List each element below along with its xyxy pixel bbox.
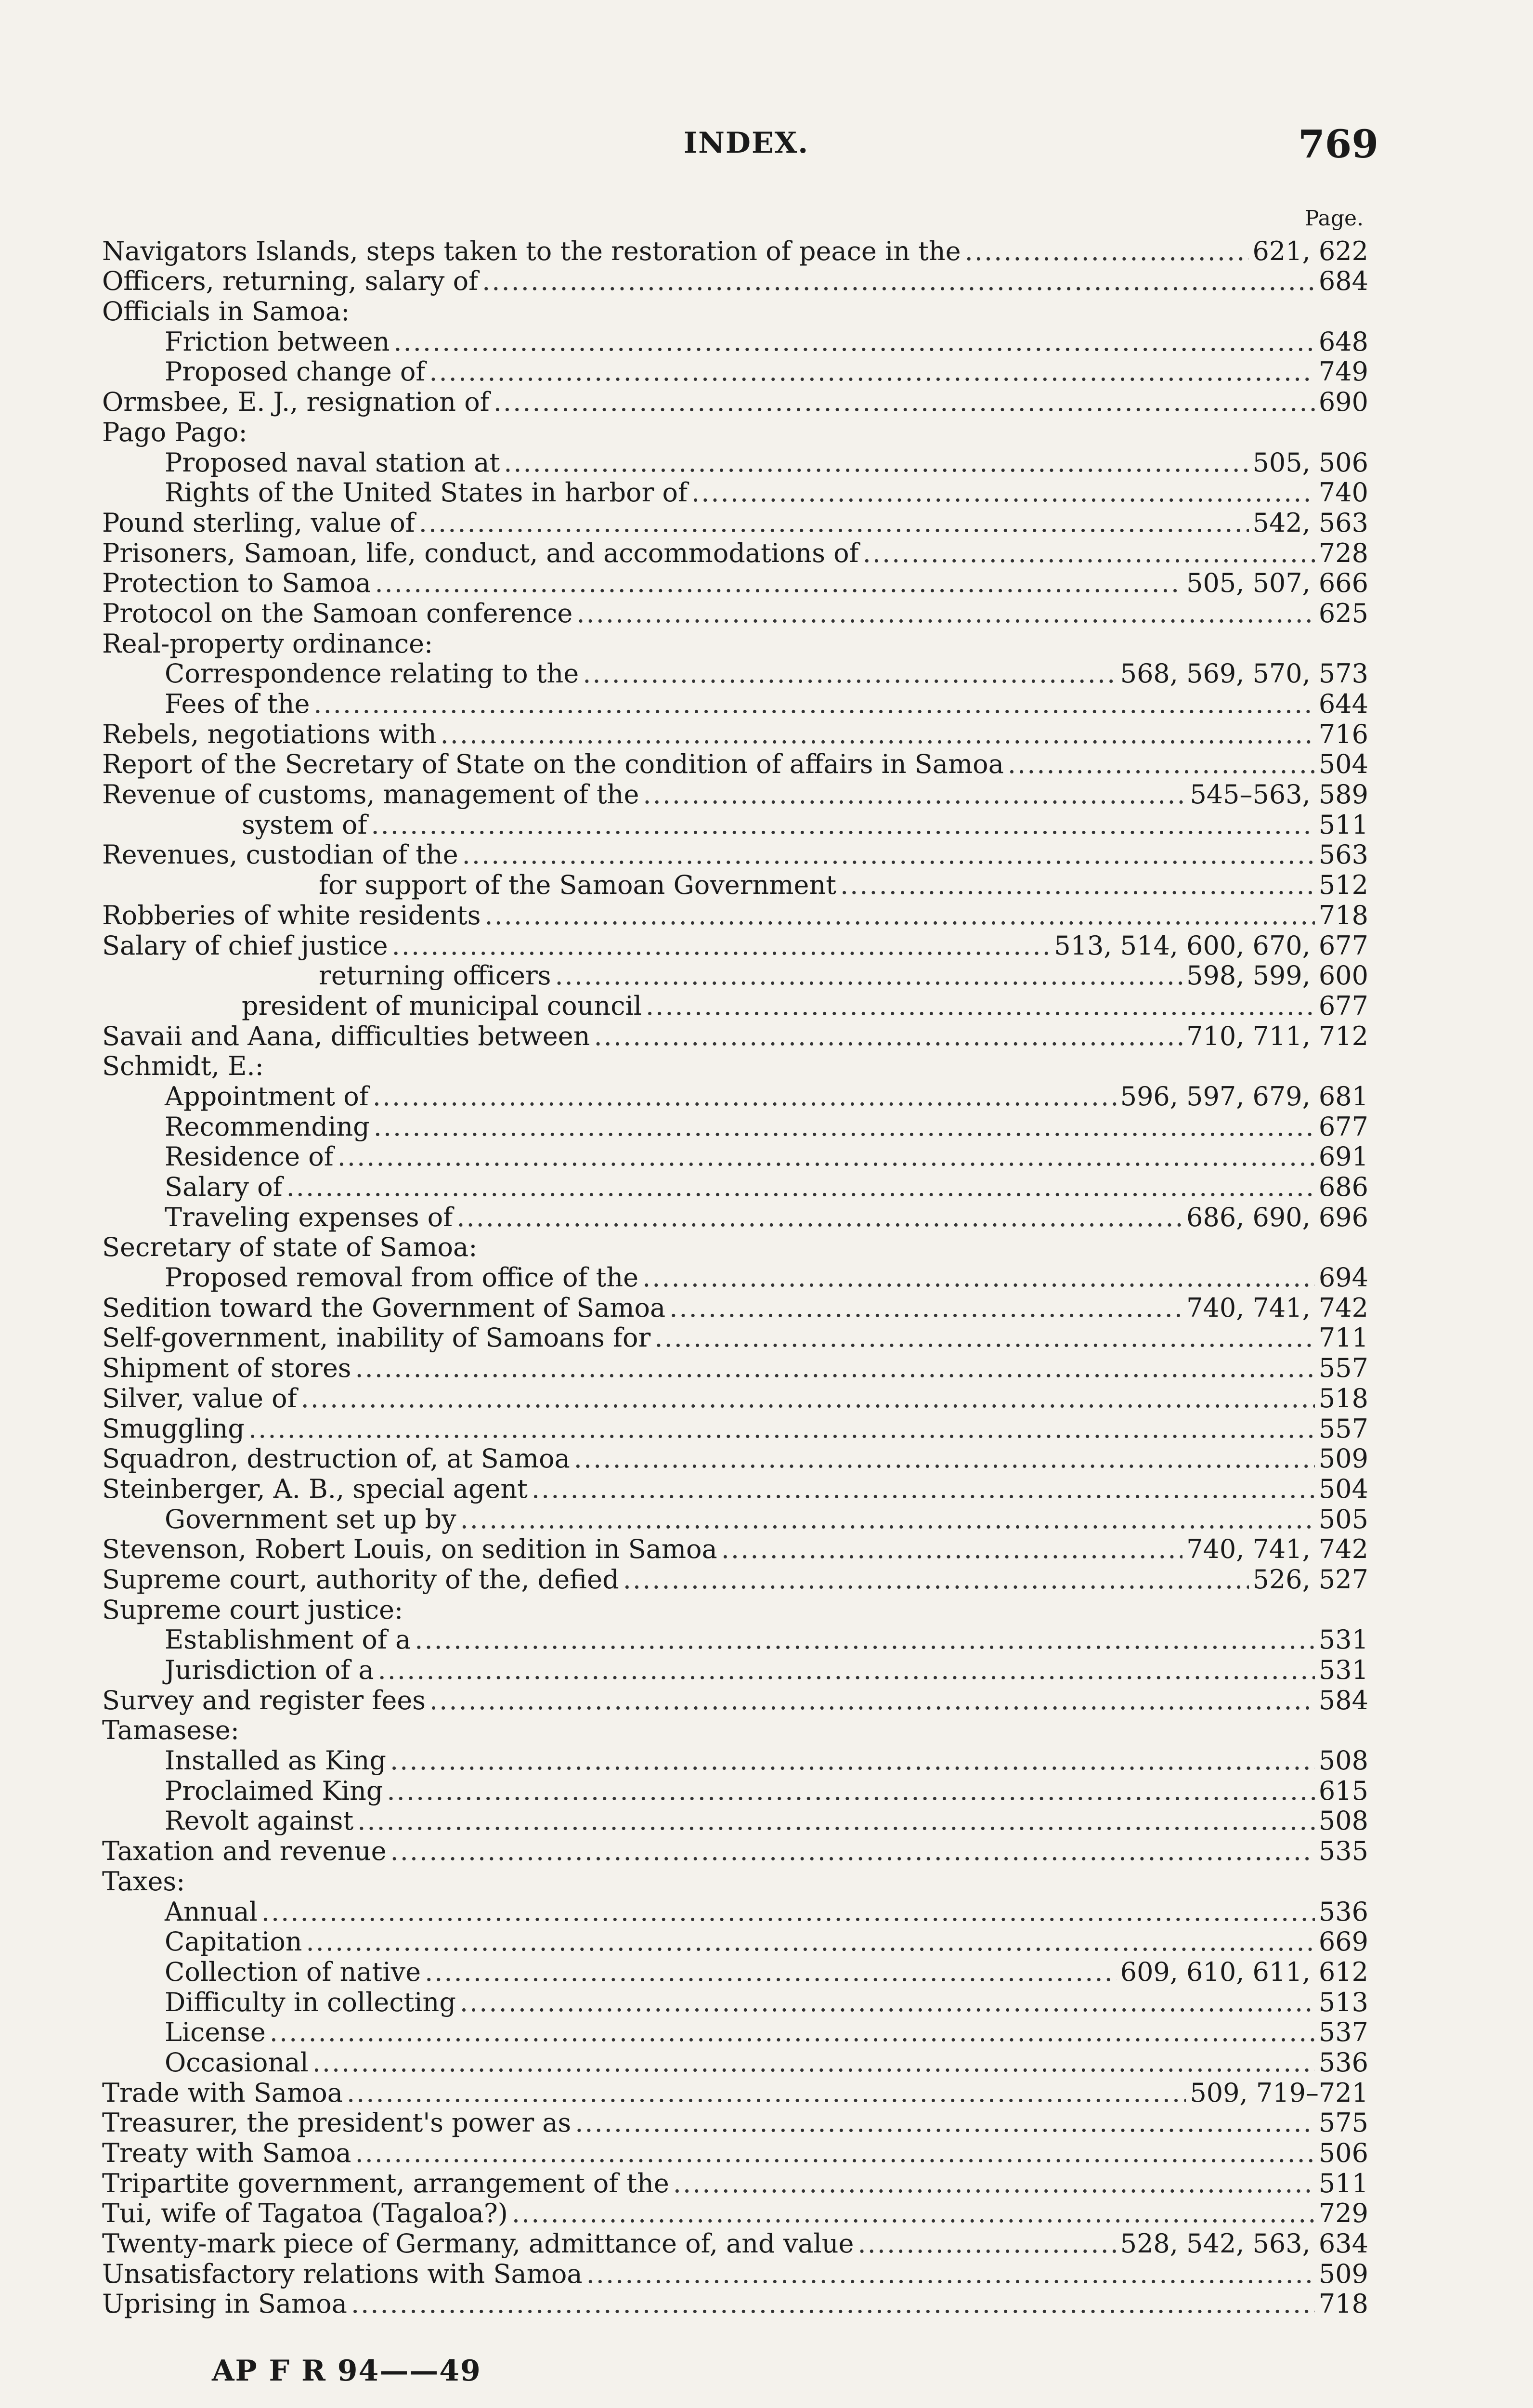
index-term: Prisoners, Samoan, life, conduct, and accommodations of bbox=[102, 537, 859, 568]
page-reference: 740, 741, 742 bbox=[1186, 1292, 1368, 1323]
index-entry bbox=[102, 779, 1368, 810]
index-entry bbox=[102, 1383, 1368, 1413]
page-reference: 512 bbox=[1318, 870, 1368, 901]
dot-leader bbox=[378, 1655, 1315, 1685]
page-reference: 609, 610, 611, 612 bbox=[1120, 1956, 1368, 1987]
dot-leader bbox=[721, 1534, 1182, 1564]
dot-leader bbox=[313, 689, 1315, 719]
page-reference: 531 bbox=[1318, 1624, 1368, 1655]
dot-leader bbox=[419, 508, 1249, 538]
index-entry bbox=[102, 538, 1368, 568]
index-term: president of municipal council bbox=[242, 990, 642, 1021]
page-reference: 728 bbox=[1318, 537, 1368, 568]
index-term: Appointment of bbox=[165, 1081, 369, 1112]
dot-leader bbox=[456, 1203, 1182, 1232]
dot-leader bbox=[586, 2259, 1315, 2289]
index-entry bbox=[102, 2289, 1368, 2319]
dot-leader bbox=[512, 2199, 1315, 2228]
dot-leader bbox=[429, 1686, 1315, 1715]
index-entry bbox=[102, 1564, 1368, 1595]
index-entry bbox=[102, 2168, 1368, 2199]
index-term: Steinberger, A. B., special agent bbox=[102, 1473, 528, 1504]
index-term: Pago Pago: bbox=[102, 417, 247, 447]
page-reference: 505, 506 bbox=[1252, 447, 1368, 478]
page-reference: 526, 527 bbox=[1252, 1564, 1368, 1595]
dot-leader bbox=[857, 2229, 1116, 2259]
index-term: Salary of chief justice bbox=[102, 930, 388, 961]
dot-leader bbox=[393, 327, 1315, 357]
dot-leader bbox=[654, 1323, 1315, 1353]
index-entry bbox=[102, 357, 1368, 387]
dot-leader bbox=[484, 901, 1315, 930]
index-term: Unsatisfactory relations with Samoa bbox=[102, 2258, 583, 2289]
page-reference: 545–563, 589 bbox=[1190, 779, 1368, 810]
page-title: INDEX. bbox=[684, 126, 809, 160]
index-term: Taxes: bbox=[102, 1866, 185, 1897]
index-term: Silver, value of bbox=[102, 1383, 297, 1413]
index-entry bbox=[102, 2259, 1368, 2289]
dot-leader bbox=[574, 1444, 1315, 1474]
index-term: Difficulty in collecting bbox=[165, 1987, 456, 2017]
dot-leader bbox=[691, 478, 1315, 508]
dot-leader bbox=[357, 1806, 1315, 1836]
page-reference: 513, 514, 600, 670, 677 bbox=[1054, 930, 1368, 961]
page-reference: 690 bbox=[1318, 387, 1368, 418]
dot-leader bbox=[390, 1836, 1315, 1866]
page-reference: 508 bbox=[1318, 1806, 1368, 1836]
index-term: Proposed change of bbox=[165, 356, 426, 387]
page-reference: 644 bbox=[1318, 689, 1368, 719]
dot-leader bbox=[347, 2078, 1186, 2108]
index-entry bbox=[102, 1504, 1368, 1534]
index-entry bbox=[102, 900, 1368, 930]
index-term: Revolt against bbox=[165, 1806, 354, 1836]
index-entry bbox=[102, 1927, 1368, 1957]
page-reference: 598, 599, 600 bbox=[1186, 960, 1368, 991]
index-term: Ormsbee, E. J., resignation of bbox=[102, 387, 490, 418]
page-reference: 648 bbox=[1318, 326, 1368, 357]
page-reference: 542, 563 bbox=[1252, 507, 1368, 538]
index-term: Squadron, destruction of, at Samoa bbox=[102, 1443, 570, 1474]
index-entry bbox=[102, 1897, 1368, 1927]
index-term: Rebels, negotiations with bbox=[102, 719, 437, 749]
index-term: Recommending bbox=[165, 1111, 370, 1142]
index-entry bbox=[102, 236, 1368, 266]
page-reference: 575 bbox=[1318, 2107, 1368, 2138]
page-reference: 740 bbox=[1318, 477, 1368, 508]
index-entry bbox=[102, 719, 1368, 749]
index-term: License bbox=[165, 2017, 266, 2048]
index-heading bbox=[102, 1232, 1368, 1263]
dot-leader bbox=[623, 1565, 1249, 1595]
page-reference: 511 bbox=[1318, 809, 1368, 840]
page-reference: 513 bbox=[1318, 1987, 1368, 2017]
index-term: Real-property ordinance: bbox=[102, 628, 433, 659]
index-term: Tripartite government, arrangement of the bbox=[102, 2168, 669, 2199]
index-term: Smuggling bbox=[102, 1413, 245, 1444]
page-reference: 621, 622 bbox=[1252, 236, 1368, 266]
index-entry bbox=[102, 870, 1368, 900]
index-term: Treaty with Samoa bbox=[102, 2138, 351, 2168]
page-reference: 509, 719–721 bbox=[1190, 2077, 1368, 2108]
page-reference: 711 bbox=[1318, 1322, 1368, 1353]
page-reference: 615 bbox=[1318, 1775, 1368, 1806]
index-entry bbox=[102, 1293, 1368, 1323]
index-term: Proposed naval station at bbox=[165, 447, 500, 478]
dot-leader bbox=[261, 1897, 1315, 1927]
index-entry bbox=[102, 1987, 1368, 2017]
index-term: system of bbox=[242, 809, 367, 840]
index-entry bbox=[102, 568, 1368, 599]
index-entry bbox=[102, 2047, 1368, 2078]
page-reference: 740, 741, 742 bbox=[1186, 1534, 1368, 1565]
index-heading bbox=[102, 1051, 1368, 1082]
page-reference: 508 bbox=[1318, 1745, 1368, 1776]
dot-leader bbox=[355, 2138, 1315, 2168]
index-heading bbox=[102, 1715, 1368, 1746]
page-reference: 691 bbox=[1318, 1141, 1368, 1172]
index-entry bbox=[102, 659, 1368, 689]
page-reference: 557 bbox=[1318, 1413, 1368, 1444]
index-term: Twenty-mark piece of Germany, admittance of, and value bbox=[102, 2228, 854, 2259]
index-term: Friction between bbox=[165, 326, 390, 357]
page-header bbox=[0, 121, 1533, 170]
page-column-label: Page. bbox=[1305, 206, 1364, 231]
index-entry bbox=[102, 1202, 1368, 1232]
index-term: Pound sterling, value of bbox=[102, 507, 415, 538]
page-reference: 509 bbox=[1318, 2258, 1368, 2289]
index-term: Treasurer, the president's power as bbox=[102, 2107, 572, 2138]
page-reference: 536 bbox=[1318, 1896, 1368, 1927]
dot-leader bbox=[387, 1776, 1315, 1806]
index-term: Jurisdiction of a bbox=[165, 1655, 374, 1685]
index-term: returning officers bbox=[319, 960, 551, 991]
index-entry bbox=[102, 1625, 1368, 1655]
index-entry bbox=[102, 1957, 1368, 1987]
index-entry bbox=[102, 1112, 1368, 1142]
page-reference: 718 bbox=[1318, 900, 1368, 930]
page-reference: 677 bbox=[1318, 1111, 1368, 1142]
index-heading bbox=[102, 417, 1368, 447]
page-reference: 504 bbox=[1318, 1473, 1368, 1504]
index-entry bbox=[102, 387, 1368, 417]
dot-leader bbox=[371, 810, 1314, 840]
index-term: Protocol on the Samoan conference bbox=[102, 598, 573, 628]
page-reference: 509 bbox=[1318, 1443, 1368, 1474]
index-entry-list bbox=[102, 236, 1368, 2319]
page-reference: 584 bbox=[1318, 1685, 1368, 1715]
index-term: Rights of the United States in harbor of bbox=[165, 477, 688, 508]
dot-leader bbox=[441, 720, 1315, 749]
dot-leader bbox=[392, 931, 1051, 961]
index-term: Installed as King bbox=[165, 1745, 386, 1776]
index-term: Schmidt, E.: bbox=[102, 1051, 264, 1082]
dot-leader bbox=[863, 538, 1315, 568]
dot-leader bbox=[669, 1293, 1182, 1323]
index-heading bbox=[102, 628, 1368, 659]
index-term: Officers, returning, salary of bbox=[102, 266, 479, 297]
index-heading bbox=[102, 1866, 1368, 1897]
dot-leader bbox=[583, 659, 1117, 689]
page-reference: 504 bbox=[1318, 749, 1368, 780]
index-entry bbox=[102, 1353, 1368, 1383]
dot-leader bbox=[594, 1021, 1183, 1051]
index-term: Proclaimed King bbox=[165, 1775, 383, 1806]
page-reference: 596, 597, 679, 681 bbox=[1120, 1081, 1368, 1112]
index-entry bbox=[102, 1413, 1368, 1444]
index-term: Shipment of stores bbox=[102, 1353, 351, 1384]
index-entry bbox=[102, 689, 1368, 719]
page-reference: 625 bbox=[1318, 598, 1368, 628]
index-entry bbox=[102, 1262, 1368, 1293]
index-entry bbox=[102, 2108, 1368, 2138]
index-entry bbox=[102, 1806, 1368, 1836]
index-term: Revenues, custodian of the bbox=[102, 839, 458, 870]
index-entry bbox=[102, 1474, 1368, 1504]
index-term: Annual bbox=[165, 1896, 258, 1927]
index-entry bbox=[102, 1836, 1368, 1866]
page-reference: 749 bbox=[1318, 356, 1368, 387]
signature-mark: AP F R 94——49 bbox=[212, 2354, 481, 2388]
page-reference: 536 bbox=[1318, 2047, 1368, 2078]
page-reference: 716 bbox=[1318, 719, 1368, 749]
index-term: Officials in Samoa: bbox=[102, 296, 350, 327]
index-entry bbox=[102, 1021, 1368, 1051]
index-entry bbox=[102, 508, 1368, 538]
dot-leader bbox=[532, 1474, 1315, 1504]
index-entry bbox=[102, 447, 1368, 478]
index-entry bbox=[102, 266, 1368, 297]
index-entry bbox=[102, 1323, 1368, 1353]
page-reference: 677 bbox=[1318, 990, 1368, 1021]
dot-leader bbox=[270, 2017, 1315, 2047]
index-term: Tui, wife of Tagatoa (Tagaloa?) bbox=[102, 2198, 508, 2229]
dot-leader bbox=[673, 2169, 1315, 2199]
index-term: Navigators Islands, steps taken to the restoration of peace in the bbox=[102, 236, 961, 266]
dot-leader bbox=[429, 357, 1315, 387]
page-reference: 528, 542, 563, 634 bbox=[1120, 2228, 1368, 2259]
index-term: Occasional bbox=[165, 2047, 309, 2078]
index-entry bbox=[102, 1655, 1368, 1685]
index-entry bbox=[102, 1444, 1368, 1474]
index-entry bbox=[102, 2138, 1368, 2168]
index-entry bbox=[102, 961, 1368, 991]
dot-leader bbox=[351, 2289, 1315, 2319]
index-term: Uprising in Samoa bbox=[102, 2289, 347, 2319]
index-entry bbox=[102, 930, 1368, 961]
dot-leader bbox=[1008, 749, 1315, 779]
index-entry bbox=[102, 1776, 1368, 1806]
dot-leader bbox=[306, 1927, 1315, 1957]
page-reference: 686, 690, 696 bbox=[1186, 1202, 1368, 1232]
dot-leader bbox=[415, 1625, 1315, 1655]
index-entry bbox=[102, 1534, 1368, 1565]
index-entry bbox=[102, 1142, 1368, 1172]
index-term: Government set up by bbox=[165, 1504, 456, 1534]
index-term: Capitation bbox=[165, 1926, 302, 1957]
index-term: Establishment of a bbox=[165, 1624, 411, 1655]
page-reference: 531 bbox=[1318, 1655, 1368, 1685]
index-term: Savaii and Aana, difficulties between bbox=[102, 1021, 590, 1051]
page-reference: 535 bbox=[1318, 1836, 1368, 1867]
index-term: Secretary of state of Samoa: bbox=[102, 1232, 478, 1263]
page-reference: 518 bbox=[1318, 1383, 1368, 1413]
index-term: Residence of bbox=[165, 1141, 334, 1172]
page-reference: 557 bbox=[1318, 1353, 1368, 1384]
index-term: Fees of the bbox=[165, 689, 310, 719]
index-entry bbox=[102, 1081, 1368, 1112]
dot-leader bbox=[312, 2048, 1315, 2078]
dot-leader bbox=[504, 448, 1248, 478]
dot-leader bbox=[425, 1957, 1117, 1987]
index-entry bbox=[102, 1172, 1368, 1202]
index-entry bbox=[102, 2199, 1368, 2229]
dot-leader bbox=[575, 2108, 1315, 2138]
dot-leader bbox=[460, 1505, 1315, 1534]
dot-leader bbox=[642, 1263, 1315, 1293]
index-term: Salary of bbox=[165, 1172, 283, 1202]
dot-leader bbox=[576, 599, 1315, 628]
index-heading bbox=[102, 1595, 1368, 1625]
dot-leader bbox=[355, 1353, 1314, 1383]
dot-leader bbox=[965, 236, 1249, 266]
page-reference: 511 bbox=[1318, 2168, 1368, 2199]
dot-leader bbox=[462, 840, 1315, 870]
index-term: Stevenson, Robert Louis, on sedition in Samoa bbox=[102, 1534, 717, 1565]
index-entry bbox=[102, 749, 1368, 780]
index-entry bbox=[102, 1685, 1368, 1715]
index-term: Collection of native bbox=[165, 1956, 421, 1987]
dot-leader bbox=[646, 991, 1315, 1021]
dot-leader bbox=[390, 1746, 1315, 1776]
index-entry bbox=[102, 840, 1368, 870]
index-term: Report of the Secretary of State on the condition of affairs in Samoa bbox=[102, 749, 1004, 780]
page-reference: 710, 711, 712 bbox=[1186, 1021, 1368, 1051]
page-reference: 563 bbox=[1318, 839, 1368, 870]
index-entry bbox=[102, 327, 1368, 357]
page-reference: 729 bbox=[1318, 2198, 1368, 2229]
index-entry bbox=[102, 2078, 1368, 2108]
index-term: for support of the Samoan Government bbox=[319, 870, 836, 901]
page-reference: 669 bbox=[1318, 1926, 1368, 1957]
index-entry bbox=[102, 598, 1368, 628]
page-reference: 718 bbox=[1318, 2289, 1368, 2319]
index-entry bbox=[102, 2017, 1368, 2048]
page-reference: 568, 569, 570, 573 bbox=[1120, 658, 1368, 689]
index-term: Survey and register fees bbox=[102, 1685, 426, 1715]
dot-leader bbox=[338, 1142, 1315, 1172]
page-reference: 505 bbox=[1318, 1504, 1368, 1534]
dot-leader bbox=[375, 568, 1182, 598]
dot-leader bbox=[643, 780, 1186, 810]
dot-leader bbox=[374, 1112, 1315, 1142]
index-term: Traveling expenses of bbox=[165, 1202, 453, 1232]
page-number: 769 bbox=[1298, 121, 1378, 167]
index-term: Trade with Samoa bbox=[102, 2077, 343, 2108]
index-entry bbox=[102, 991, 1368, 1021]
index-term: Supreme court, authority of the, defied bbox=[102, 1564, 619, 1595]
dot-leader bbox=[494, 387, 1315, 417]
index-term: Self-government, inability of Samoans for bbox=[102, 1322, 651, 1353]
index-term: Correspondence relating to the bbox=[165, 658, 579, 689]
index-term: Proposed removal from office of the bbox=[165, 1262, 639, 1293]
dot-leader bbox=[286, 1172, 1315, 1202]
dot-leader bbox=[840, 870, 1315, 900]
page-reference: 684 bbox=[1318, 266, 1368, 297]
index-term: Taxation and revenue bbox=[102, 1836, 387, 1867]
index-term: Sedition toward the Government of Samoa bbox=[102, 1292, 666, 1323]
index-term: Revenue of customs, management of the bbox=[102, 779, 639, 810]
page-reference: 506 bbox=[1318, 2138, 1368, 2168]
index-heading bbox=[102, 296, 1368, 327]
index-entry bbox=[102, 1745, 1368, 1776]
index-entry bbox=[102, 2228, 1368, 2259]
page-reference: 537 bbox=[1318, 2017, 1368, 2048]
index-term: Protection to Samoa bbox=[102, 568, 371, 599]
dot-leader bbox=[482, 266, 1315, 296]
index-entry bbox=[102, 478, 1368, 508]
index-entry bbox=[102, 810, 1368, 840]
index-term: Tamasese: bbox=[102, 1715, 239, 1746]
dot-leader bbox=[555, 961, 1183, 991]
page-reference: 686 bbox=[1318, 1172, 1368, 1202]
index-term: Robberies of white residents bbox=[102, 900, 481, 930]
dot-leader bbox=[460, 1988, 1315, 2017]
index-term: Supreme court justice: bbox=[102, 1594, 403, 1625]
page-reference: 505, 507, 666 bbox=[1186, 568, 1368, 599]
dot-leader bbox=[301, 1384, 1315, 1413]
dot-leader bbox=[373, 1082, 1117, 1112]
dot-leader bbox=[248, 1414, 1315, 1444]
page-reference: 694 bbox=[1318, 1262, 1368, 1293]
